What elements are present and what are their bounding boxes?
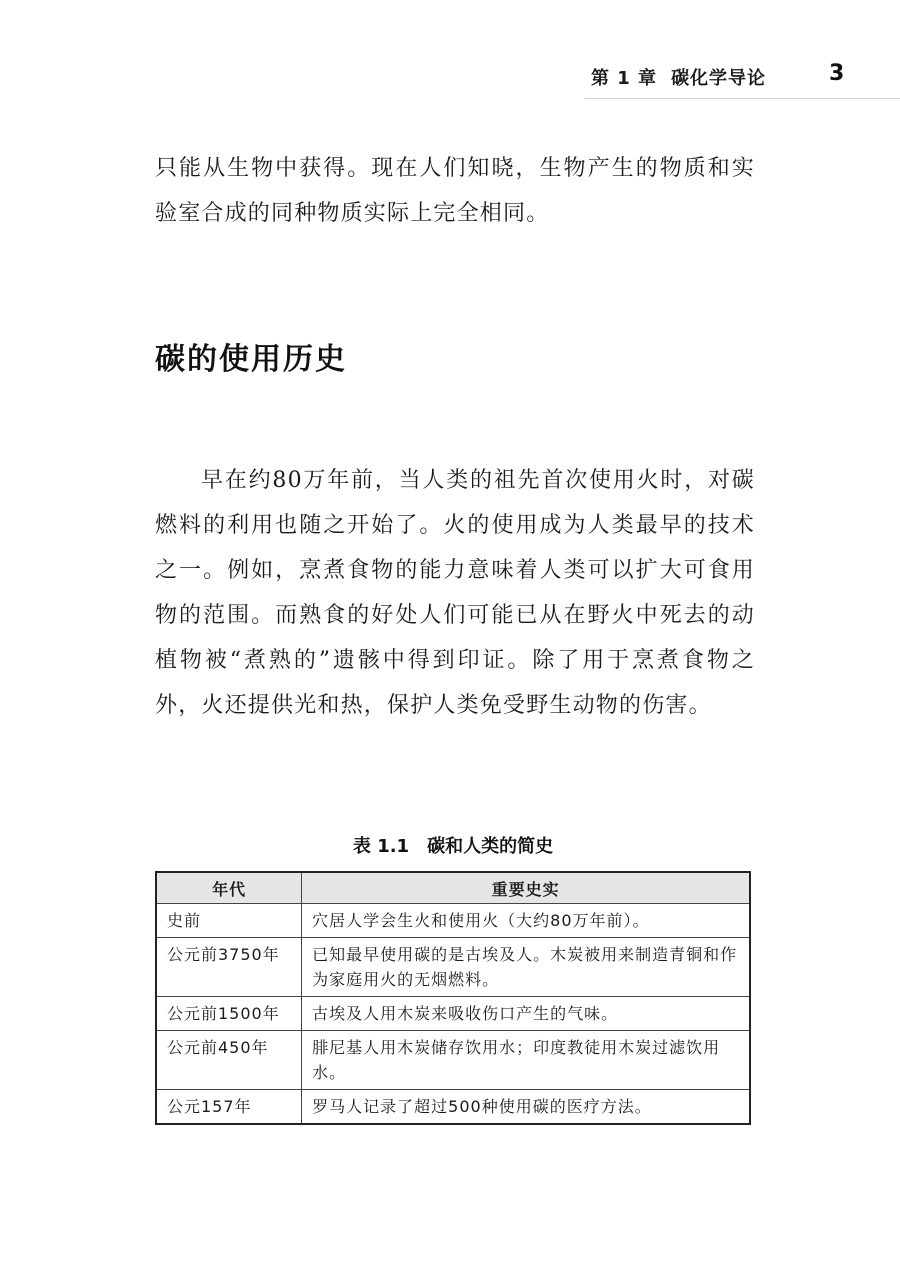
table-cell-year: 史前 (156, 904, 302, 938)
table-cell-fact: 腓尼基人用木炭储存饮用水；印度教徒用木炭过滤饮用水。 (302, 1031, 750, 1090)
chapter-heading (591, 64, 766, 90)
column-header-fact: 重要史实 (302, 872, 750, 904)
column-header-year: 年代 (156, 872, 302, 904)
table-cell-year: 公元前450年 (156, 1031, 302, 1090)
table-cell-fact: 古埃及人用木炭来吸收伤口产生的气味。 (302, 997, 750, 1031)
table-row (156, 938, 750, 997)
body-paragraph: 早在约80万年前，当人类的祖先首次使用火时，对碳燃料的利用也随之开始了。火的使用成为人类最早的技术之一。例如，烹煮食物的能力意味着人类可以扩大可食用物的范围。而熟食的好处人们可能已从在野火中死去的动植物被“煮熟的”遗骸中得到印证。除了用于烹煮食物之外，火还提供光和热，保护人类免受野生动物的伤害。 (155, 468, 755, 718)
table-row (156, 904, 750, 938)
running-header (585, 58, 900, 99)
chapter-label: 第 1 章 (591, 68, 658, 89)
table-header-row (156, 872, 750, 904)
table-row (156, 1031, 750, 1090)
table-caption (155, 832, 751, 858)
table-caption-label: 表 1.1 (352, 836, 410, 857)
table-row (156, 997, 750, 1031)
chapter-title: 碳化学导论 (671, 68, 767, 89)
table-cell-fact: 穴居人学会生火和使用火（大约80万年前）。 (302, 904, 750, 938)
table-cell-year: 公元157年 (156, 1090, 302, 1125)
table-cell-fact: 罗马人记录了超过500种使用碳的医疗方法。 (302, 1090, 750, 1125)
table-row (156, 1090, 750, 1125)
section-heading: 碳的使用历史 (155, 342, 347, 377)
table-caption-title: 碳和人类的简史 (427, 836, 554, 857)
history-table (155, 871, 751, 1125)
table-cell-fact: 已知最早使用碳的是古埃及人。木炭被用来制造青铜和作为家庭用火的无烟燃料。 (302, 938, 750, 997)
table-cell-year: 公元前3750年 (156, 938, 302, 997)
table-cell-year: 公元前1500年 (156, 997, 302, 1031)
body-paragraph-continued: 只能从生物中获得。现在人们知晓，生物产生的物质和实验室合成的同种物质实际上完全相同。 (155, 156, 755, 226)
page-number: 3 (829, 61, 845, 86)
